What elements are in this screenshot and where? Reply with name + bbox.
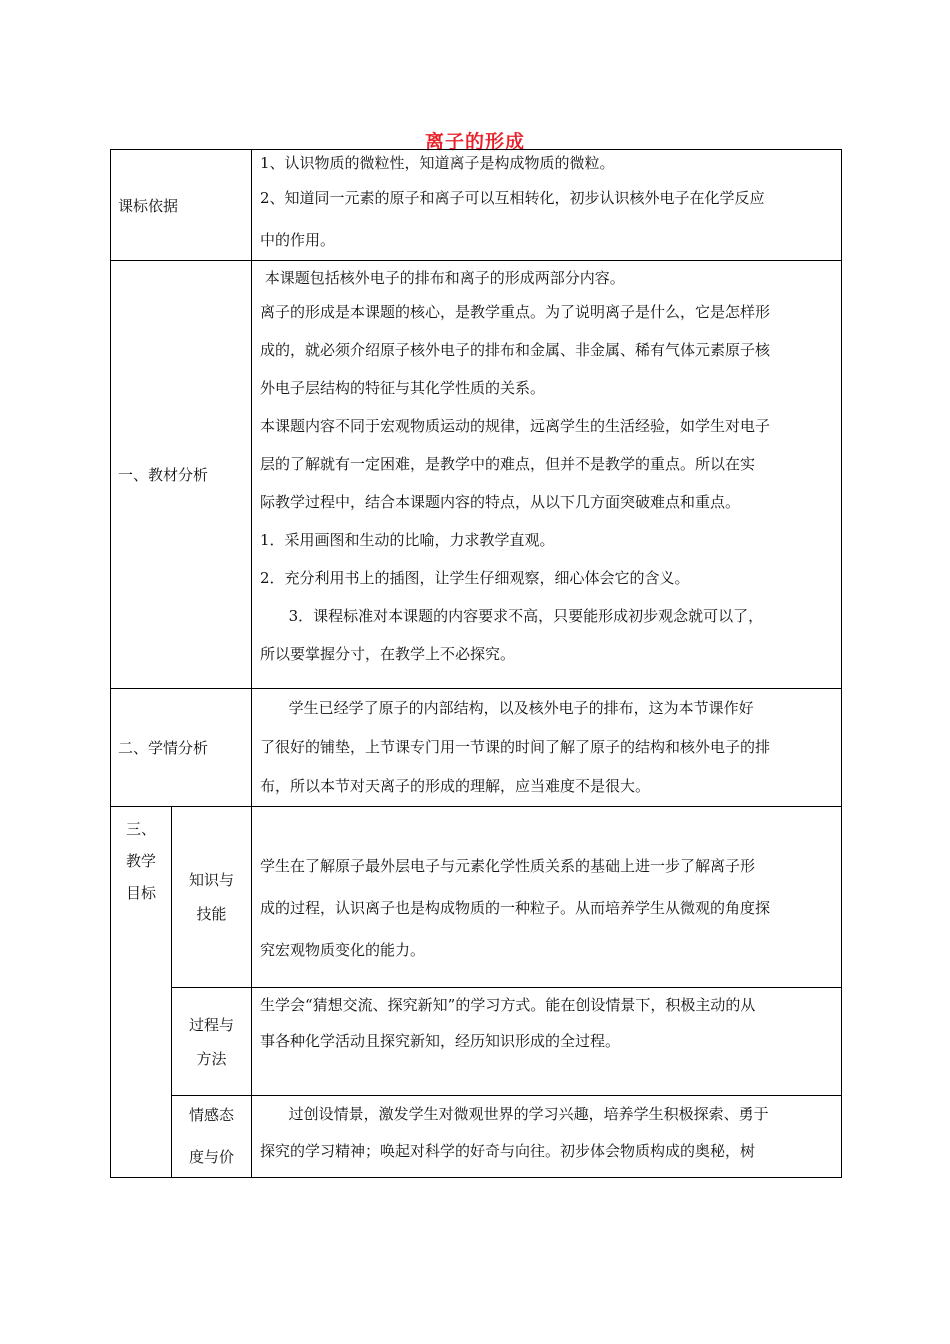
paragraph: 1．采用画图和生动的比喻，力求教学直观。 xyxy=(260,531,555,549)
objectives-label-line: 目标 xyxy=(125,884,156,902)
paragraph: 过创设情景，激发学生对微观世界的学习兴趣，培养学生积极探索、勇于 xyxy=(260,1105,769,1123)
row-material xyxy=(111,261,842,689)
row-students xyxy=(111,689,842,807)
objective-label-line: 方法 xyxy=(196,1050,227,1068)
objective-label-line: 知识与 xyxy=(189,871,235,889)
objective-label-line: 情感态 xyxy=(189,1106,235,1124)
row-content-students xyxy=(252,689,842,807)
paragraph: 布，所以本节对天离子的形成的理解，应当难度不是很大。 xyxy=(260,777,651,795)
paragraph: 究宏观物质变化的能力。 xyxy=(260,941,426,959)
paragraph: 际教学过程中，结合本课题内容的特点，从以下几方面突破难点和重点。 xyxy=(260,493,741,511)
paragraph: 本课题包括核外电子的排布和离子的形成两部分内容。 xyxy=(260,269,625,287)
row-objective-process xyxy=(111,988,842,1096)
objective-label-knowledge xyxy=(172,807,252,988)
objectives-label-line: 教学 xyxy=(125,852,156,870)
row-label-objectives xyxy=(111,807,172,1178)
objective-label-process xyxy=(172,988,252,1096)
objective-label-line: 度与价 xyxy=(189,1148,235,1166)
row-content-curriculum xyxy=(252,150,842,261)
paragraph: 生学会“猜想交流、探究新知”的学习方式。能在创设情景下，积极主动的从 xyxy=(260,996,756,1014)
objective-content-process xyxy=(252,988,842,1096)
paragraph: 学生在了解原子最外层电子与元素化学性质关系的基础上进一步了解离子形 xyxy=(260,857,756,875)
paragraph: 事各种化学活动且探究新知，经历知识形成的全过程。 xyxy=(260,1032,621,1050)
row-content-material xyxy=(252,261,842,689)
paragraph: 中的作用。 xyxy=(260,231,336,249)
row-objective-emotion xyxy=(111,1096,842,1178)
objective-label-emotion xyxy=(172,1096,252,1178)
row-label-material: 一、教材分析 xyxy=(111,261,252,689)
paragraph: 成的，就必须介绍原子核外电子的排布和金属、非金属、稀有气体元素原子核 xyxy=(260,341,771,359)
row-objective-knowledge xyxy=(111,807,842,988)
row-curriculum xyxy=(111,150,842,261)
paragraph: 2、知道同一元素的原子和离子可以互相转化，初步认识核外电子在化学反应 xyxy=(260,189,765,207)
document-title: 离子的形成 xyxy=(424,131,525,153)
paragraph: 探究的学习精神；唤起对科学的好奇与向往。初步体会物质构成的奥秘，树 xyxy=(260,1142,756,1160)
paragraph: 成的过程，认识离子也是构成物质的一种粒子。从而培养学生从微观的角度探 xyxy=(260,899,771,917)
objective-label-line: 技能 xyxy=(196,905,227,923)
row-label-curriculum: 课标依据 xyxy=(111,150,252,261)
paragraph: 1、认识物质的微粒性，知道离子是构成物质的微粒。 xyxy=(260,154,615,172)
paragraph: 所以要掌握分寸，在教学上不必探究。 xyxy=(260,645,516,663)
paragraph: 学生已经学了原子的内部结构，以及核外电子的排布，这为本节课作好 xyxy=(260,699,754,717)
paragraph: 外电子层结构的特征与其化学性质的关系。 xyxy=(260,379,546,397)
row-label-students: 二、学情分析 xyxy=(111,689,252,807)
paragraph: 本课题内容不同于宏观物质运动的规律，远离学生的生活经验，如学生对电子 xyxy=(260,417,771,435)
paragraph: 2．充分利用书上的插图，让学生仔细观察，细心体会它的含义。 xyxy=(260,569,690,587)
objective-content-emotion xyxy=(252,1096,842,1178)
objectives-label-line: 三、 xyxy=(125,820,156,838)
paragraph: 层的了解就有一定困难，是教学中的难点，但并不是教学的重点。所以在实 xyxy=(260,455,756,473)
lesson-plan-table xyxy=(110,149,842,1178)
paragraph: 3．课程标准对本课题的内容要求不高，只要能形成初步观念就可以了， xyxy=(260,607,764,625)
paragraph: 离子的形成是本课题的核心，是教学重点。为了说明离子是什么，它是怎样形 xyxy=(260,303,771,321)
paragraph: 了很好的铺垫，上节课专门用一节课的时间了解了原子的结构和核外电子的排 xyxy=(260,738,771,756)
objective-label-line: 过程与 xyxy=(189,1016,235,1034)
objective-content-knowledge xyxy=(252,807,842,988)
